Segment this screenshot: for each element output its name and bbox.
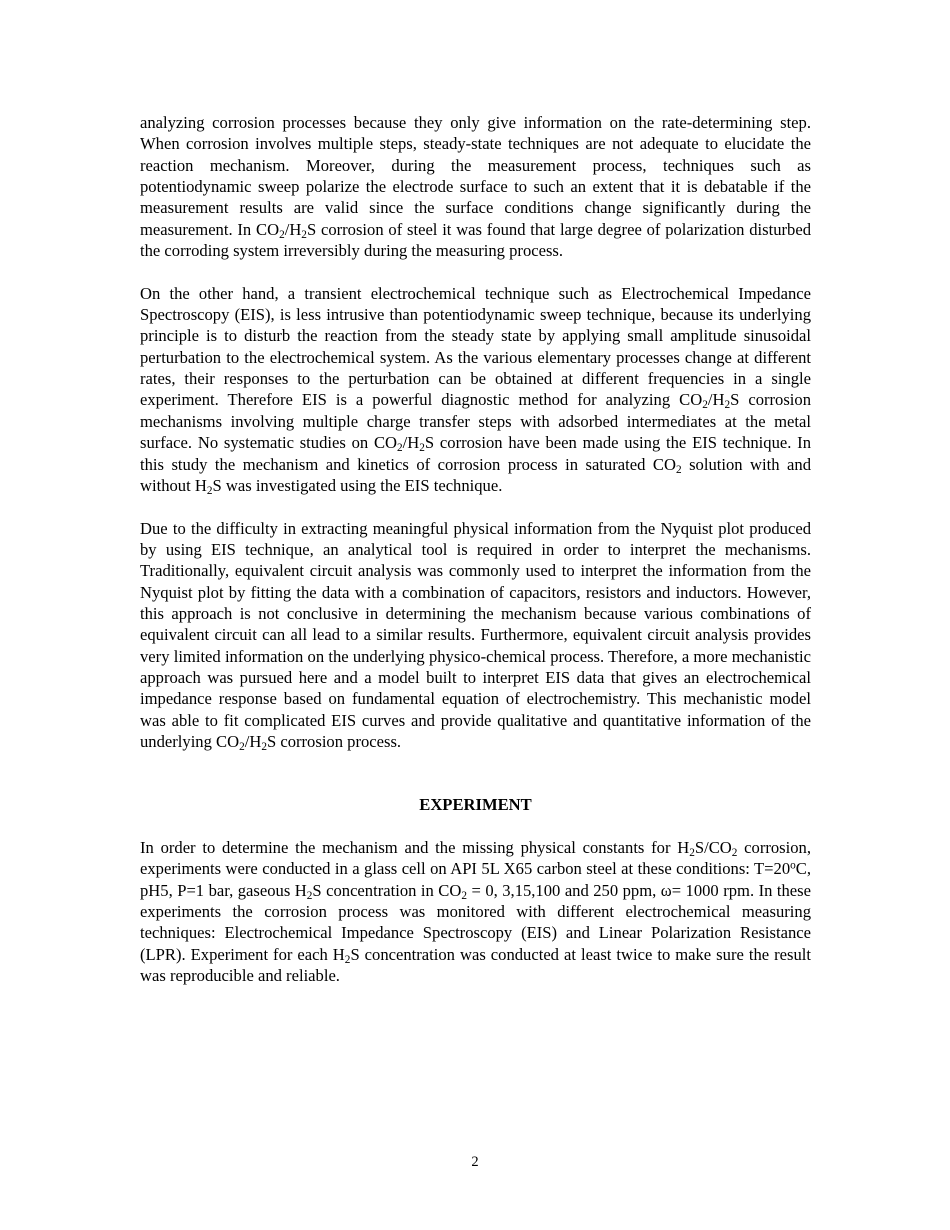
paragraph-mechanistic-model: Due to the difficulty in extracting meaningful physical information from the Nyquist plot produced by using EIS technique, an analytical tool is required in order to interpret the mechanisms. Traditionally, equivalent circuit analysis was commonly used to interpret the information from the Nyquist plot by fitting the data with a combination of capacitors, resistors and inductors. However, this approach is not conclusive in determining the mechanism because various combinations of equivalent circuit can all lead to a similar results. Furthermore, equivalent circuit analysis provides very limited information on the underlying physico-chemical process. Therefore, a more mechanistic approach was pursued here and a model built to interpret EIS data that gives an electrochemical impedance response based on fundamental equation of electrochemistry. This mechanistic model was able to fit complicated EIS curves and provide qualitative and quantitative information of the underlying $CO_2/H_2S$ corrosion process. <box>140 518 811 754</box>
paragraph-experiment-conditions: In order to determine the mechanism and the missing physical constants for $H_2S/CO_2$ corrosion, experiments were conducted in a glass cell on API 5L X65 carbon steel at these conditions: $T=20^oC$, pH5, P=1 bar, gaseous $H_2S$ concentration in $CO_2 = 0$, 3,15,100 and 250 ppm, ω= 1000 rpm. In these experiments the corrosion process was monitored with different electrochemical measuring techniques: Electrochemical Impedance Spectroscopy (EIS) and Linear Polarization Resistance (LPR). Experiment for each $H_2S$ concentration was conducted at least twice to make sure the result was reproducible and reliable. <box>140 838 811 986</box>
document-body <box>140 112 811 1008</box>
paragraph-eis-introduction: On the other hand, a transient electrochemical technique such as Electrochemical Impedance Spectroscopy (EIS), is less intrusive than potentiodynamic sweep technique, because its underlying principle is to disturb the reaction from the steady state by applying small amplitude sinusoidal perturbation to the electrochemical system. As the various elementary processes change at different rates, their responses to the perturbation can be obtained at different frequencies in a single experiment. Therefore EIS is a powerful diagnostic method for analyzing $CO_2/H_2S$ corrosion mechanisms involving multiple charge transfer steps with adsorbed intermediates at the metal surface. No systematic studies on $CO_2/H_2S$ corrosion have been made using the EIS technique. In this study the mechanism and kinetics of corrosion process in saturated $CO_2$ solution with and without $H_2S$ was investigated using the EIS technique. <box>140 283 812 497</box>
page-number: 2 <box>471 1154 479 1170</box>
paragraph-steady-state-limitations: analyzing corrosion processes because they only give information on the rate-determining step. When corrosion involves multiple steps, steady-state techniques are not adequate to elucidate the reaction mechanism. Moreover, during the measurement process, techniques such as potentiodynamic sweep polarize the electrode surface to such an extent that it is debatable if the measurement results are valid since the surface conditions change significantly during the measurement. In $CO_2/H_2S$ corrosion of steel it was found that large degree of polarization disturbed the corroding system irreversibly during the measuring process. <box>140 113 811 261</box>
section-heading-experiment: EXPERIMENT <box>419 795 532 815</box>
